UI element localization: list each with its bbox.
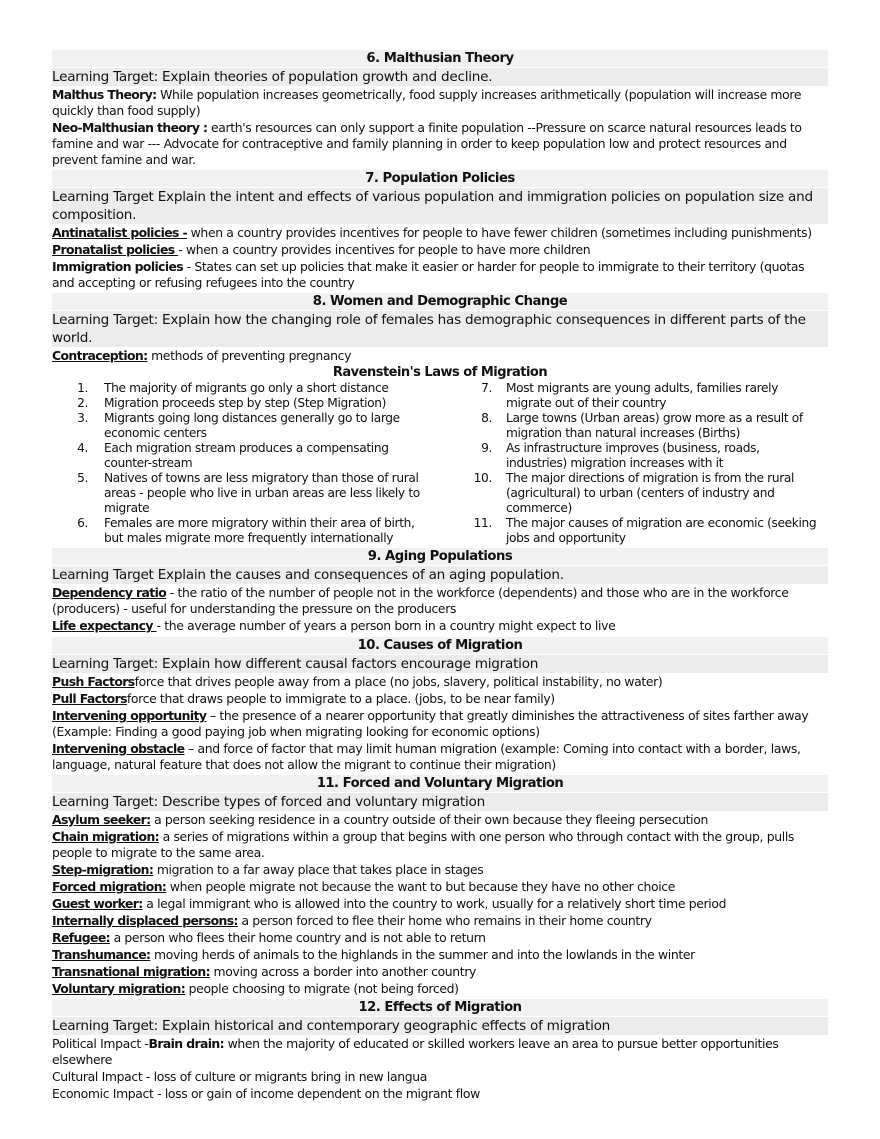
term: Chain migration: xyxy=(52,829,160,844)
laws-column-right xyxy=(440,381,828,546)
learning-target: Learning Target: Explain historical and contemporary geographic effects of migration xyxy=(52,1017,828,1035)
definition xyxy=(52,930,828,946)
term: Transnational migration: xyxy=(52,964,210,979)
ravenstein-title: Ravenstein's Laws of Migration xyxy=(332,365,548,380)
definition xyxy=(52,741,828,773)
learning-target: Learning Target: Explain theories of population growth and decline. xyxy=(52,68,828,86)
term: Immigration policies xyxy=(52,259,184,274)
definition xyxy=(52,812,828,828)
definition xyxy=(52,585,828,617)
law-item xyxy=(52,396,440,411)
definition xyxy=(52,87,828,119)
law-text: Each migration stream produces a compensating counter-stream xyxy=(104,441,389,470)
term: Pronatalist policies xyxy=(52,242,179,257)
term: Voluntary migration: xyxy=(52,981,186,996)
definition xyxy=(52,708,828,740)
definition-text: when a country provides incentives for people to have fewer children (sometimes including punishments) xyxy=(187,225,812,240)
definition xyxy=(52,862,828,878)
term: Pull Factors xyxy=(52,691,127,706)
term: Dependency ratio xyxy=(52,585,167,600)
definition-text: when the majority of educated or skilled workers leave an area to pursue better opportunities elsewhere xyxy=(52,1036,779,1067)
term: Brain drain: xyxy=(148,1036,225,1051)
definition-text: methods of preventing pregnancy xyxy=(147,348,352,363)
section-title-causes-migration: 10. Causes of Migration xyxy=(52,637,828,654)
learning-target: Learning Target Explain the intent and effects of various population and immigration policies on population size and composition. xyxy=(52,188,828,224)
term: Forced migration: xyxy=(52,879,167,894)
definition-text: a series of migrations within a group that begins with one person who through contact with the group, pulls people to migrate to the same area. xyxy=(52,829,795,860)
law-item xyxy=(52,411,440,441)
definition xyxy=(52,913,828,929)
law-item xyxy=(52,471,440,516)
definition-text: - when a country provides incentives for people to have more children xyxy=(178,242,591,257)
section-title-women-demographic: 8. Women and Demographic Change xyxy=(52,293,828,310)
definition-text: force that draws people to immigrate to a place. (jobs, to be near family) xyxy=(126,691,555,706)
law-number: 8. xyxy=(481,411,492,425)
definition xyxy=(52,981,828,997)
definition-text: earth's resources can only support a finite population --Pressure on scarce natural resources leads to famine and war --- Advocate for contraceptive and family planning in order to keep population low and protect resources and prevent famine and war. xyxy=(52,120,802,167)
term: Life expectancy xyxy=(52,618,157,633)
law-number: 10. xyxy=(473,471,492,485)
definition xyxy=(52,225,828,241)
section-title-malthusian: 6. Malthusian Theory xyxy=(52,50,828,67)
definition xyxy=(52,242,828,258)
definition xyxy=(52,829,828,861)
economic-impact: Economic Impact - loss or gain of income dependent on the migrant flow xyxy=(52,1086,480,1101)
definition xyxy=(52,947,828,963)
learning-target: Learning Target: Describe types of forced and voluntary migration xyxy=(52,793,828,811)
law-item xyxy=(440,411,828,441)
term: Push Factors xyxy=(52,674,135,689)
law-text: The majority of migrants go only a short distance xyxy=(104,381,389,395)
section-title-effects-migration: 12. Effects of Migration xyxy=(52,999,828,1016)
definition xyxy=(52,879,828,895)
law-item xyxy=(440,381,828,411)
definition-text: force that drives people away from a place (no jobs, slavery, political instability, no water) xyxy=(134,674,663,689)
definition-text: when people migrate not because the want to but because they have no other choice xyxy=(166,879,676,894)
term: Guest worker: xyxy=(52,896,143,911)
law-number: 4. xyxy=(77,441,88,455)
law-text: Females are more migratory within their area of birth, but males migrate more frequently internationally xyxy=(104,516,415,545)
law-number: 5. xyxy=(77,471,88,485)
law-number: 11. xyxy=(473,516,492,530)
ravenstein-laws xyxy=(52,381,828,546)
term: Refugee: xyxy=(52,930,110,945)
definition-text: a person seeking residence in a country outside of their own because they fleeing persecution xyxy=(150,812,709,827)
definition-text: a legal immigrant who is allowed into the country to work, usually for a relatively short time period xyxy=(142,896,727,911)
law-item xyxy=(52,516,440,546)
law-text: Most migrants are young adults, families rarely migrate out of their country xyxy=(506,381,779,410)
definition xyxy=(52,674,828,690)
law-item xyxy=(52,381,440,396)
law-number: 9. xyxy=(481,441,492,455)
learning-target: Learning Target: Explain how different causal factors encourage migration xyxy=(52,655,828,673)
law-item xyxy=(440,441,828,471)
definition-text: moving across a border into another country xyxy=(209,964,477,979)
term: Intervening obstacle xyxy=(52,741,185,756)
law-number: 1. xyxy=(77,381,88,395)
term: Intervening opportunity xyxy=(52,708,207,723)
term: Malthus Theory: xyxy=(52,87,157,102)
law-item xyxy=(52,441,440,471)
term: Asylum seeker: xyxy=(52,812,151,827)
definition-text: moving herds of animals to the highlands in the summer and into the lowlands in the winter xyxy=(150,947,695,962)
definition xyxy=(52,348,828,364)
law-text: The major directions of migration is from the rural (agricultural) to urban (centers of industry and commerce) xyxy=(506,471,795,515)
law-text: Large towns (Urban areas) grow more as a result of migration than natural increases (Births) xyxy=(506,411,803,440)
definition xyxy=(52,964,828,980)
law-number: 7. xyxy=(481,381,492,395)
definition-text: - the ratio of the number of people not in the workforce (dependents) and those who are in the workforce (producers) - useful for understanding the pressure on the producers xyxy=(52,585,789,616)
definition xyxy=(52,259,828,291)
term: Transhumance: xyxy=(52,947,151,962)
learning-target: Learning Target: Explain how the changing role of females has demographic consequences in different parts of the world. xyxy=(52,311,828,347)
law-number: 6. xyxy=(77,516,88,530)
learning-target: Learning Target Explain the causes and consequences of an aging population. xyxy=(52,566,828,584)
definition-text: a person who flees their home country and is not able to return xyxy=(110,930,486,945)
definition-text: While population increases geometrically, food supply increases arithmetically (population will increase more quickly than food supply) xyxy=(52,87,802,118)
term: Internally displaced persons: xyxy=(52,913,238,928)
law-number: 2. xyxy=(77,396,88,410)
cultural-impact: Cultural Impact - loss of culture or migrants bring in new langua xyxy=(52,1069,427,1084)
law-text: As infrastructure improves (business, roads, industries) migration increases with it xyxy=(506,441,760,470)
definition-text: – and force of factor that may limit human migration (example: Coming into contact with a border, laws, language, natural feature that does not allow the migrant to continue their migration) xyxy=(52,741,801,772)
definition-text: – the presence of a nearer opportunity that greatly diminishes the attractiveness of sites farther away (Example: Finding a good paying job when migrating looking for economic options) xyxy=(52,708,809,739)
law-item xyxy=(440,471,828,516)
term: Antinatalist policies - xyxy=(52,225,188,240)
term: Contraception: xyxy=(52,348,148,363)
section-title-forced-voluntary: 11. Forced and Voluntary Migration xyxy=(52,775,828,792)
definition xyxy=(52,120,828,168)
political-impact xyxy=(52,1036,828,1068)
definition-text: people choosing to migrate (not being forced) xyxy=(185,981,459,996)
section-title-aging-populations: 9. Aging Populations xyxy=(52,548,828,565)
law-text: Migrants going long distances generally go to large economic centers xyxy=(104,411,400,440)
law-number: 3. xyxy=(77,411,88,425)
definition-text: a person forced to flee their home who remains in their home country xyxy=(237,913,652,928)
definition-text: - the average number of years a person born in a country might expect to live xyxy=(156,618,616,633)
term: Neo-Malthusian theory : xyxy=(52,120,208,135)
law-item xyxy=(440,516,828,546)
laws-column-left xyxy=(52,381,440,546)
definition xyxy=(52,691,828,707)
definition xyxy=(52,618,828,634)
law-text: Natives of towns are less migratory than those of rural areas - people who live in urban areas are less likely to migrate xyxy=(104,471,420,515)
law-text: The major causes of migration are economic (seeking jobs and opportunity xyxy=(506,516,817,545)
definition xyxy=(52,896,828,912)
definition-text: migration to a far away place that takes place in stages xyxy=(153,862,484,877)
definition-text: - States can set up policies that make it easier or harder for people to immigrate to their territory (quotas and accepting or refusing refugees into the country xyxy=(52,259,805,290)
impact-label: Political Impact - xyxy=(52,1036,149,1051)
term: Step-migration: xyxy=(52,862,154,877)
law-text: Migration proceeds step by step (Step Migration) xyxy=(104,396,387,410)
section-title-population-policies: 7. Population Policies xyxy=(52,170,828,187)
